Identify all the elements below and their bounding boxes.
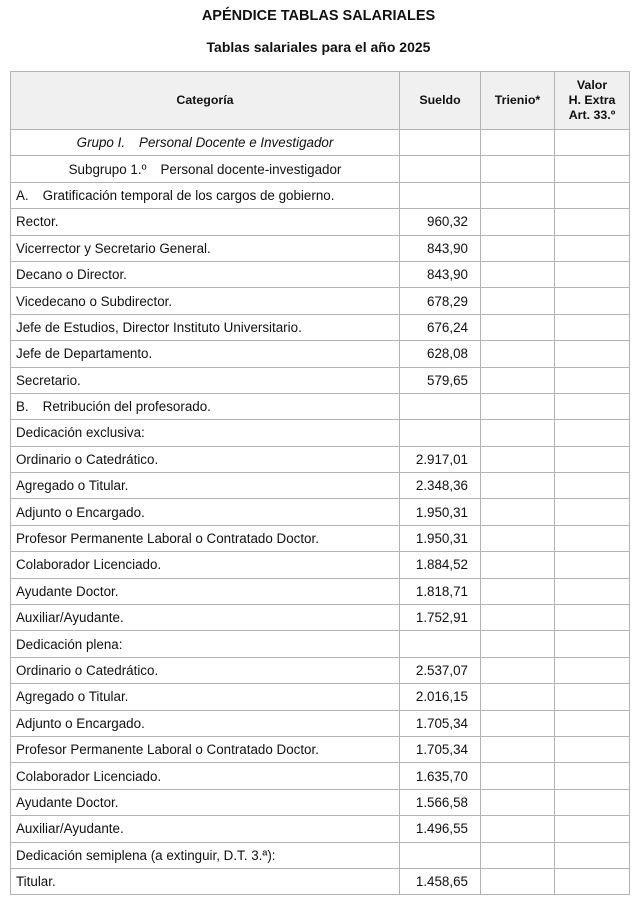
- category-cell: [11, 605, 400, 631]
- valor-cell: [555, 605, 630, 631]
- category-cell: [11, 710, 400, 736]
- category-label: Ordinario o Catedrático.: [16, 451, 159, 467]
- sueldo-cell: 1.566,58: [400, 789, 481, 815]
- category-cell: [11, 182, 400, 208]
- header-valor-hora-extra: [555, 72, 630, 130]
- table-row: [11, 868, 630, 894]
- table-row: [11, 288, 630, 314]
- category-label: Vicedecano o Subdirector.: [16, 293, 173, 309]
- table-row: [11, 763, 630, 789]
- trienio-cell: [481, 578, 555, 604]
- category-cell: [11, 209, 400, 235]
- valor-cell: [555, 446, 630, 472]
- sueldo-cell: 1.705,34: [400, 736, 481, 762]
- category-cell: [11, 446, 400, 472]
- header-trienio: Trienio*: [481, 72, 555, 130]
- header-valor-line-2: H. Extra: [568, 93, 616, 107]
- table-row: [11, 235, 630, 261]
- valor-cell: [555, 816, 630, 842]
- trienio-cell: [481, 789, 555, 815]
- table-row: [11, 446, 630, 472]
- sueldo-cell: 678,29: [400, 288, 481, 314]
- category-label: Vicerrector y Secretario General.: [16, 240, 211, 256]
- trienio-cell: [481, 156, 555, 182]
- trienio-cell: [481, 182, 555, 208]
- valor-cell: [555, 473, 630, 499]
- category-cell: [11, 341, 400, 367]
- valor-cell: [555, 235, 630, 261]
- valor-cell: [555, 393, 630, 419]
- sueldo-cell: 1.818,71: [400, 578, 481, 604]
- category-label: Ayudante Doctor.: [16, 583, 119, 599]
- valor-cell: [555, 420, 630, 446]
- section-row: [11, 393, 630, 419]
- trienio-cell: [481, 261, 555, 287]
- subgroup-row: [11, 156, 630, 182]
- valor-cell: [555, 842, 630, 868]
- valor-cell: [555, 499, 630, 525]
- sueldo-cell: 2.537,07: [400, 657, 481, 683]
- category-cell: [11, 525, 400, 551]
- table-row: [11, 473, 630, 499]
- trienio-cell: [481, 367, 555, 393]
- group-row: [11, 130, 630, 156]
- table-row: [11, 605, 630, 631]
- trienio-cell: [481, 525, 555, 551]
- header-sueldo: Sueldo: [400, 72, 481, 130]
- valor-cell: [555, 736, 630, 762]
- trienio-cell: [481, 499, 555, 525]
- trienio-cell: [481, 763, 555, 789]
- category-cell: [11, 868, 400, 894]
- section-title: Gratificación temporal de los cargos de gobierno.: [42, 187, 335, 203]
- category-label: Jefe de Estudios, Director Instituto Universitario.: [16, 319, 302, 335]
- category-cell: [11, 367, 400, 393]
- label-row: [11, 420, 630, 446]
- sueldo-cell: 1.950,31: [400, 525, 481, 551]
- category-label: Agregado o Titular.: [16, 689, 129, 705]
- category-cell: [11, 288, 400, 314]
- category-cell: [11, 393, 400, 419]
- sueldo-cell: 676,24: [400, 314, 481, 340]
- table-row: [11, 710, 630, 736]
- category-cell: [11, 235, 400, 261]
- header-categoria: Categoría: [11, 72, 400, 130]
- category-cell: [11, 578, 400, 604]
- sueldo-cell: [400, 156, 481, 182]
- category-cell: [11, 684, 400, 710]
- trienio-cell: [481, 631, 555, 657]
- table-row: [11, 657, 630, 683]
- category-label: Adjunto o Encargado.: [16, 504, 145, 520]
- category-label: Auxiliar/Ayudante.: [16, 610, 124, 626]
- subgroup-name: Personal docente-investigador: [160, 161, 342, 177]
- category-label: Secretario.: [16, 372, 81, 388]
- category-label: Decano o Director.: [16, 267, 127, 283]
- sueldo-cell: 628,08: [400, 341, 481, 367]
- trienio-cell: [481, 420, 555, 446]
- trienio-cell: [481, 605, 555, 631]
- table-header-row: [11, 72, 630, 130]
- category-label: Auxiliar/Ayudante.: [16, 821, 124, 837]
- category-cell: [11, 789, 400, 815]
- trienio-cell: [481, 288, 555, 314]
- valor-cell: [555, 789, 630, 815]
- trienio-cell: [481, 842, 555, 868]
- trienio-cell: [481, 816, 555, 842]
- sueldo-cell: 1.705,34: [400, 710, 481, 736]
- sueldo-cell: [400, 182, 481, 208]
- category-cell: [11, 842, 400, 868]
- section-letter: B.: [16, 399, 29, 415]
- subgroup-code: Subgrupo 1.º: [68, 161, 147, 177]
- section-letter: A.: [16, 187, 29, 203]
- sueldo-cell: 579,65: [400, 367, 481, 393]
- sueldo-cell: 960,32: [400, 209, 481, 235]
- table-row: [11, 314, 630, 340]
- valor-cell: [555, 209, 630, 235]
- category-label: Profesor Permanente Laboral o Contratado Doctor.: [16, 531, 319, 547]
- valor-cell: [555, 341, 630, 367]
- table-row: [11, 578, 630, 604]
- valor-cell: [555, 525, 630, 551]
- valor-cell: [555, 130, 630, 156]
- table-row: [11, 261, 630, 287]
- trienio-cell: [481, 446, 555, 472]
- trienio-cell: [481, 868, 555, 894]
- valor-cell: [555, 288, 630, 314]
- group-name: Personal Docente e Investigador: [139, 135, 334, 151]
- valor-cell: [555, 261, 630, 287]
- document-subtitle: Tablas salariales para el año 2025: [206, 39, 431, 55]
- group-code: Grupo I.: [76, 135, 126, 151]
- trienio-cell: [481, 552, 555, 578]
- sueldo-cell: 1.458,65: [400, 868, 481, 894]
- trienio-cell: [481, 684, 555, 710]
- valor-cell: [555, 657, 630, 683]
- sueldo-cell: [400, 420, 481, 446]
- category-label: Dedicación semiplena (a extinguir, D.T. 3.ª):: [16, 847, 276, 863]
- trienio-cell: [481, 130, 555, 156]
- group-cell: [11, 130, 400, 156]
- salary-table: [10, 71, 630, 895]
- category-cell: [11, 736, 400, 762]
- sueldo-cell: 1.950,31: [400, 499, 481, 525]
- category-label: Dedicación plena:: [16, 636, 123, 652]
- category-cell: [11, 499, 400, 525]
- label-row: [11, 842, 630, 868]
- trienio-cell: [481, 235, 555, 261]
- document-title: APÉNDICE TABLAS SALARIALES: [201, 8, 436, 24]
- valor-cell: [555, 156, 630, 182]
- sueldo-cell: 1.635,70: [400, 763, 481, 789]
- valor-cell: [555, 578, 630, 604]
- category-cell: [11, 261, 400, 287]
- category-cell: [11, 657, 400, 683]
- valor-cell: [555, 868, 630, 894]
- trienio-cell: [481, 473, 555, 499]
- category-label: Dedicación exclusiva:: [16, 425, 145, 441]
- sueldo-cell: [400, 130, 481, 156]
- trienio-cell: [481, 314, 555, 340]
- sueldo-cell: 2.348,36: [400, 473, 481, 499]
- valor-cell: [555, 631, 630, 657]
- table-row: [11, 525, 630, 551]
- table-row: [11, 816, 630, 842]
- category-cell: [11, 763, 400, 789]
- valor-cell: [555, 763, 630, 789]
- trienio-cell: [481, 736, 555, 762]
- category-cell: [11, 420, 400, 446]
- valor-cell: [555, 182, 630, 208]
- table-row: [11, 552, 630, 578]
- section-title: Retribución del profesorado.: [42, 399, 211, 415]
- trienio-cell: [481, 341, 555, 367]
- valor-cell: [555, 367, 630, 393]
- table-row: [11, 367, 630, 393]
- sueldo-cell: 1.752,91: [400, 605, 481, 631]
- table-row: [11, 499, 630, 525]
- table-row: [11, 684, 630, 710]
- header-valor-line-3: Art. 33.º: [568, 108, 616, 122]
- category-cell: [11, 816, 400, 842]
- trienio-cell: [481, 657, 555, 683]
- sueldo-cell: 1.884,52: [400, 552, 481, 578]
- category-label: Profesor Permanente Laboral o Contratado Doctor.: [16, 742, 319, 758]
- table-row: [11, 341, 630, 367]
- table-row: [11, 736, 630, 762]
- valor-cell: [555, 684, 630, 710]
- category-cell: [11, 552, 400, 578]
- category-cell: [11, 631, 400, 657]
- label-row: [11, 631, 630, 657]
- trienio-cell: [481, 209, 555, 235]
- category-cell: [11, 314, 400, 340]
- valor-cell: [555, 314, 630, 340]
- sueldo-cell: [400, 842, 481, 868]
- header-valor-line-1: Valor: [576, 78, 608, 92]
- category-label: Colaborador Licenciado.: [16, 557, 162, 573]
- category-cell: [11, 473, 400, 499]
- category-label: Rector.: [16, 214, 59, 230]
- subgroup-cell: [11, 156, 400, 182]
- category-label: Titular.: [16, 874, 56, 890]
- sueldo-cell: 1.496,55: [400, 816, 481, 842]
- sueldo-cell: 2.917,01: [400, 446, 481, 472]
- valor-cell: [555, 710, 630, 736]
- category-label: Ordinario o Catedrático.: [16, 663, 159, 678]
- category-label: Adjunto o Encargado.: [16, 715, 145, 731]
- table-row: [11, 209, 630, 235]
- category-label: Colaborador Licenciado.: [16, 768, 162, 784]
- table-row: [11, 789, 630, 815]
- trienio-cell: [481, 393, 555, 419]
- sueldo-cell: [400, 631, 481, 657]
- sueldo-cell: 2.016,15: [400, 684, 481, 710]
- sueldo-cell: 843,90: [400, 235, 481, 261]
- category-label: Ayudante Doctor.: [16, 794, 119, 810]
- valor-cell: [555, 552, 630, 578]
- trienio-cell: [481, 710, 555, 736]
- sueldo-cell: [400, 393, 481, 419]
- section-row: [11, 182, 630, 208]
- category-label: Jefe de Departamento.: [16, 346, 153, 362]
- sueldo-cell: 843,90: [400, 261, 481, 287]
- category-label: Agregado o Titular.: [16, 478, 129, 494]
